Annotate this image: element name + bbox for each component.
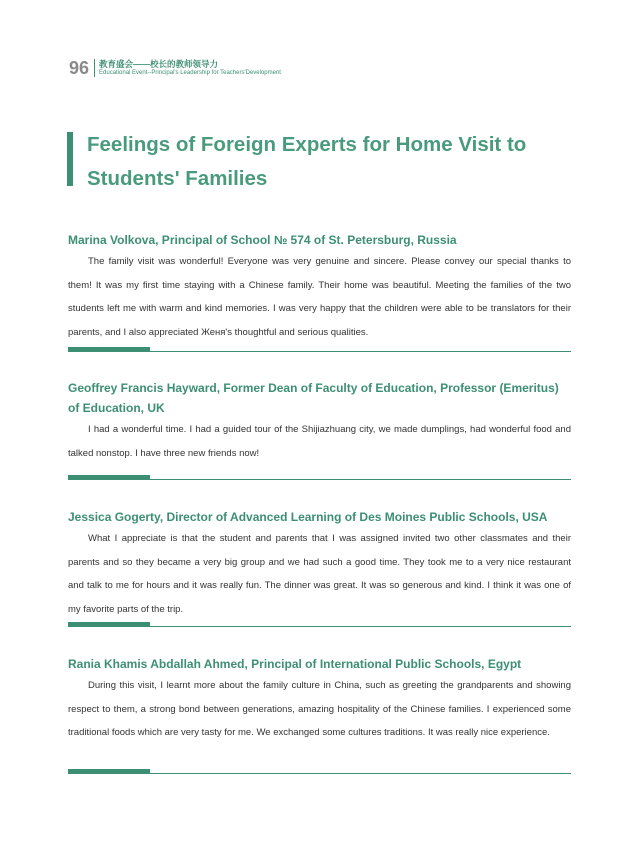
- testimonial-entry: [68, 507, 571, 622]
- testimonial-entry: [68, 378, 571, 465]
- header-divider: [94, 59, 95, 77]
- entry-text: I had a wonderful time. I had a guided tour of the Shijiazhuang city, we made dumplings, had wonderful food and talked nonstop. I have three new friends now!: [68, 424, 571, 459]
- divider-thin: [150, 773, 571, 774]
- section-divider: [68, 347, 571, 354]
- divider-thin: [150, 479, 571, 480]
- divider-thick: [68, 475, 150, 480]
- testimonial-entry: [68, 230, 571, 345]
- divider-thick: [68, 769, 150, 774]
- entry-text: During this visit, I learnt more about the family culture in China, such as greeting the grandparents and showing respect to them, a strong bond between generations, amazing hospitality of the Chinese families. I experienced some traditional foods which are very tasty for me. We exchanged some cultures traditions. It was really nice experience.: [68, 680, 571, 739]
- title-accent-bar: [67, 132, 73, 186]
- entry-heading: Marina Volkova, Principal of School № 574 of St. Petersburg, Russia: [68, 233, 457, 247]
- page-number: 96: [69, 58, 90, 78]
- entry-heading: Geoffrey Francis Hayward, Former Dean of Faculty of Education, Professor (Emeritus) of Education, UK: [68, 381, 559, 415]
- entry-text: The family visit was wonderful! Everyone was very genuine and sincere. Please convey our special thanks to them! It was my first time staying with a Chinese family. Their home was beautiful. Meeting the families of the two students left me with warm and kind memories. I was very happy that the children were able to be translators for their parents, and I also appreciated Женя's thoughtful and serious qualities.: [68, 256, 571, 339]
- page-title: Feelings of Foreign Experts for Home Visit to Students' Families: [87, 133, 527, 190]
- divider-thick: [68, 347, 150, 352]
- divider-thin: [150, 626, 571, 627]
- header-title-cn: 教育盛会——校长的教师领导力: [99, 59, 219, 69]
- divider-thin: [150, 351, 571, 352]
- section-divider: [68, 622, 571, 629]
- header-title-en: Educational Event--Principal's Leadership for Teachers'Development: [99, 70, 281, 76]
- testimonial-entry: [68, 654, 571, 745]
- header-text: [99, 59, 281, 77]
- entry-heading: Jessica Gogerty, Director of Advanced Learning of Des Moines Public Schools, USA: [68, 510, 548, 524]
- entry-text: What I appreciate is that the student and parents that I was assigned invited two other classmates and their parents and so they became a very big group and we had such a good time. They took me to a very nice restaurant and talk to me for hours and it was really fun. The dinner was great. It was so generous and kind. I think it was one of my favorite parts of the trip.: [68, 533, 571, 616]
- section-divider: [68, 769, 571, 776]
- section-divider: [68, 475, 571, 482]
- entry-heading: Rania Khamis Abdallah Ahmed, Principal of International Public Schools, Egypt: [68, 657, 522, 671]
- running-header: [69, 59, 281, 77]
- divider-thick: [68, 622, 150, 627]
